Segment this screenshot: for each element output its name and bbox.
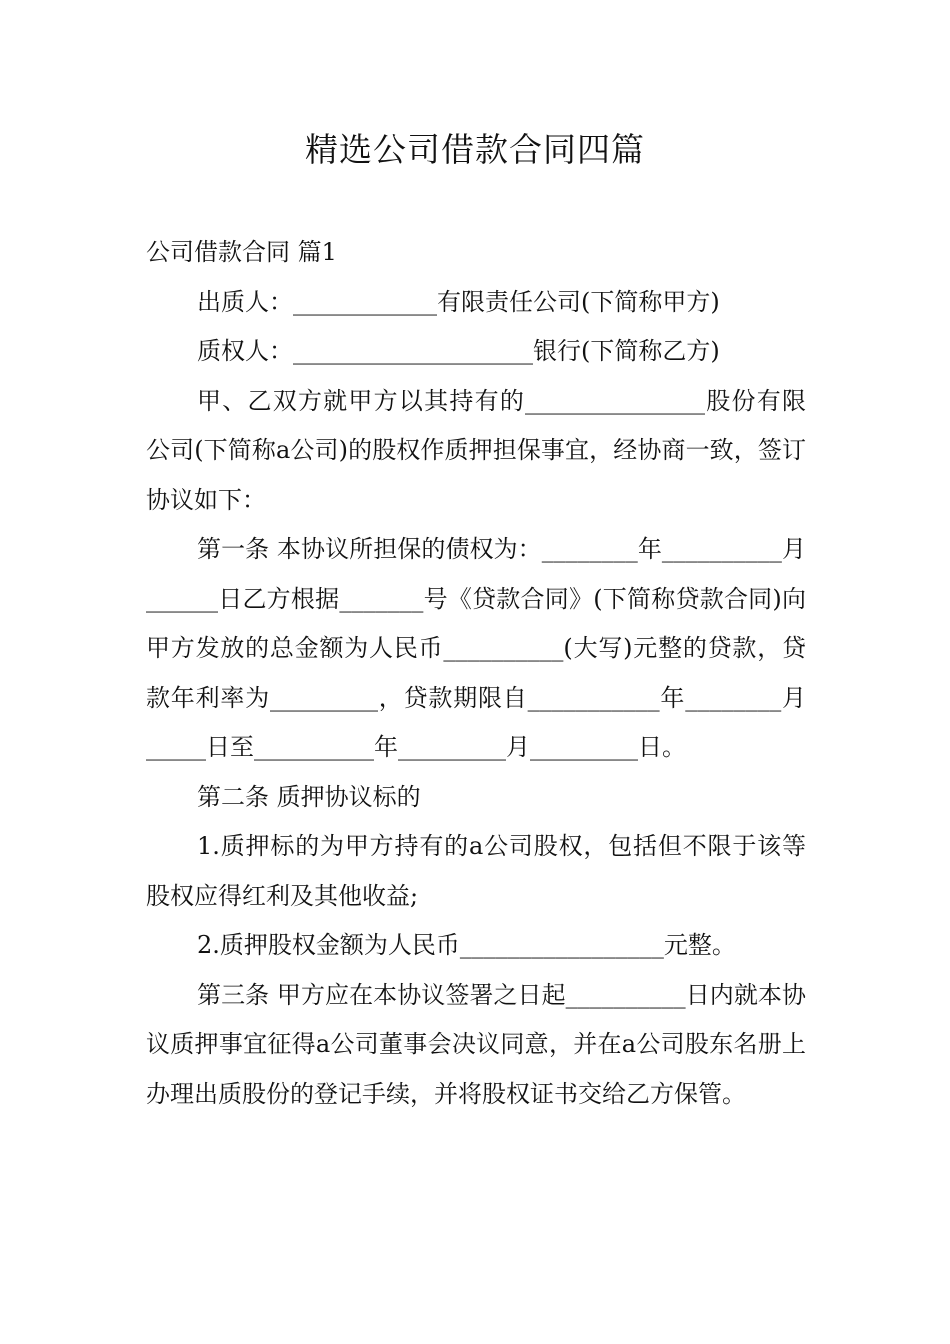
article-1-paragraph: 第一条 本协议所担保的债权为：________年__________月______日乙方根据_______号《贷款合同》(下简称贷款合同)向甲方发放的总金额为人民币__________(大写)元整的贷款，贷款年利率为_________，贷款期限自___________年________月_____日至__________年_________月_________日。: [146, 535, 806, 761]
document-body: [146, 228, 806, 1119]
article-2-heading: 第二条 质押协议标的: [197, 782, 421, 811]
article-3-paragraph: 第三条 甲方应在本协议签署之日起__________日内就本协议质押事宜征得a公司董事会决议同意，并在a公司股东名册上办理出质股份的登记手续，并将股权证书交给乙方保管。: [146, 980, 806, 1108]
pledgee-line: 质权人：____________________银行(下简称乙方): [197, 337, 720, 365]
article-2-item-1: 1.质押标的为甲方持有的a公司股权，包括但不限于该等股权应得红利及其他收益;: [146, 832, 806, 910]
document-title: 精选公司借款合同四篇: [305, 130, 645, 169]
pledgor-line: 出质人：____________有限责任公司(下简称甲方): [197, 287, 720, 316]
preamble-paragraph: 甲、乙双方就甲方以其持有的_______________股份有限公司(下简称a公司)的股权作质押担保事宜，经协商一致，签订协议如下：: [146, 386, 806, 514]
section-heading: 公司借款合同 篇1: [146, 238, 337, 266]
article-2-item-2: 2.质押股权金额为人民币_________________元整。: [197, 931, 736, 959]
